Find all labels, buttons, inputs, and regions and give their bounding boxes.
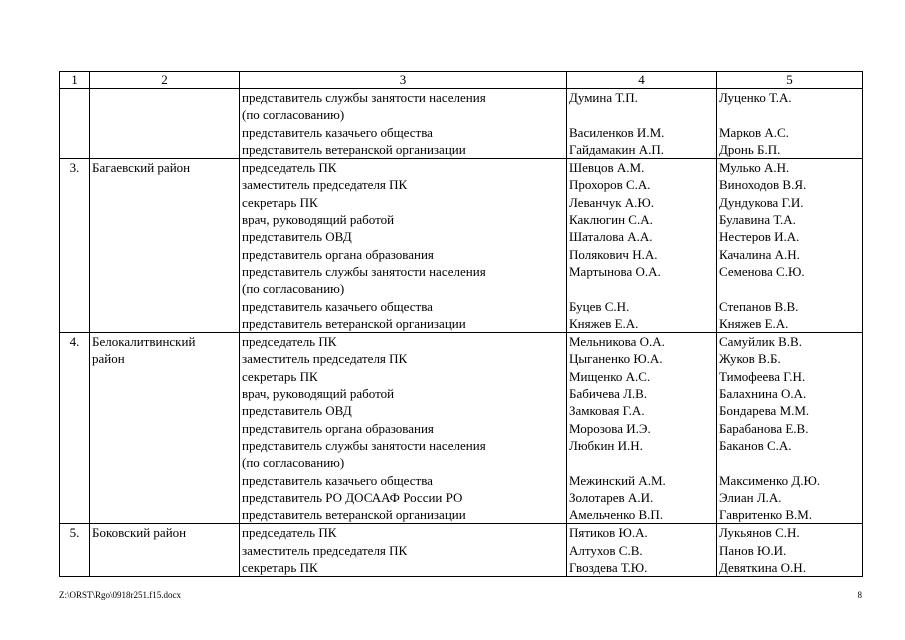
reserve-cell <box>717 333 863 524</box>
role-line: представитель ветеранской организации <box>242 507 466 523</box>
table-row <box>60 159 863 333</box>
table-row <box>60 89 863 159</box>
role-line: врач, руководящий работой <box>242 386 395 402</box>
roles-cell <box>240 333 567 524</box>
header-cell-5: 5 <box>717 72 863 89</box>
role-line: (по согласованию) <box>242 455 345 471</box>
reserve-member-name: Гавритенко В.М. <box>719 507 813 523</box>
member-name: Бабичева Л.В. <box>569 386 648 402</box>
footer-page-number: 8 <box>857 590 862 600</box>
reserve-member-name: Дундукова Г.И. <box>719 194 804 210</box>
reserve-member-name: Качалина А.Н. <box>719 246 800 262</box>
reserve-member-name <box>719 280 860 297</box>
member-name: Шевцов А.М. <box>569 160 645 176</box>
roles-cell <box>240 89 567 159</box>
header-cell-4: 4 <box>567 72 717 89</box>
section-number: 5. <box>60 524 90 577</box>
role-line: представитель службы занятости населения <box>242 437 486 453</box>
reserve-member-name: Бондарева М.М. <box>719 403 810 419</box>
member-name: Межинский А.М. <box>569 472 666 488</box>
role-line: (по согласованию) <box>242 107 345 123</box>
district-name: район <box>92 351 125 367</box>
member-name: Цыганенко Ю.А. <box>569 351 663 367</box>
header-cell-2: 2 <box>90 72 240 89</box>
role-line: представитель казачьего общества <box>242 298 433 314</box>
reserve-member-name: Княжев Е.А. <box>719 315 789 331</box>
role-line: секретарь ПК <box>242 368 318 384</box>
district-cell <box>90 333 240 524</box>
section-number <box>60 89 90 159</box>
district-name: Багаевский район <box>92 160 191 176</box>
member-name: Прохоров С.А. <box>569 177 651 193</box>
main-cell <box>567 333 717 524</box>
role-line: представитель органа образования <box>242 420 434 436</box>
reserve-member-name: Мулько А.Н. <box>719 160 790 176</box>
reserve-member-name: Жуков В.Б. <box>719 351 781 367</box>
member-name: Мартынова О.А. <box>569 263 661 279</box>
footer-file-path: Z:\ORST\Rgo\0918r251.f15.docx <box>59 590 181 600</box>
role-line: представитель ветеранской организации <box>242 315 466 331</box>
reserve-member-name: Элиан Л.А. <box>719 489 782 505</box>
member-name <box>569 106 714 123</box>
role-line: секретарь ПК <box>242 560 318 576</box>
role-line: представитель службы занятости населения <box>242 263 486 279</box>
role-line: заместитель председателя ПК <box>242 177 408 193</box>
reserve-member-name: Девяткина О.Н. <box>719 560 806 576</box>
district-cell <box>90 159 240 333</box>
main-cell <box>567 89 717 159</box>
reserve-member-name: Барабанова Е.В. <box>719 420 809 436</box>
member-name: Шаталова А.А. <box>569 229 653 245</box>
member-name: Гайдамакин А.П. <box>569 141 664 157</box>
member-name: Василенков И.М. <box>569 124 665 140</box>
role-line: представитель казачьего общества <box>242 124 433 140</box>
role-line: представитель казачьего общества <box>242 472 433 488</box>
main-cell <box>567 524 717 577</box>
member-name: Любкин И.Н. <box>569 437 643 453</box>
role-line: представитель ветеранской организации <box>242 141 466 157</box>
table-row <box>60 524 863 577</box>
table-row <box>60 333 863 524</box>
role-line: представитель службы занятости населения <box>242 90 486 105</box>
member-name: Мельникова О.А. <box>569 334 665 350</box>
reserve-cell <box>717 89 863 159</box>
member-name: Замковая Г.А. <box>569 403 645 419</box>
member-name <box>569 280 714 297</box>
member-name: Золотарев А.И. <box>569 489 654 505</box>
role-line: представитель ОВД <box>242 403 352 419</box>
role-line: заместитель председателя ПК <box>242 351 408 367</box>
member-name: Гвоздева Т.Ю. <box>569 560 648 576</box>
member-name: Каклюгин С.А. <box>569 212 653 228</box>
reserve-member-name: Дронь Б.П. <box>719 141 781 157</box>
section-number: 3. <box>60 159 90 333</box>
reserve-member-name: Тимофеева Г.Н. <box>719 368 806 384</box>
reserve-member-name: Виноходов В.Я. <box>719 177 807 193</box>
member-name: Леванчук А.Ю. <box>569 194 655 210</box>
role-line: председатель ПК <box>242 334 337 350</box>
main-cell <box>567 159 717 333</box>
reserve-member-name <box>719 454 860 471</box>
reserve-cell <box>717 159 863 333</box>
member-name: Буцев С.Н. <box>569 298 630 314</box>
district-name: Боковский район <box>92 525 187 541</box>
member-name: Пятиков Ю.А. <box>569 525 648 541</box>
reserve-member-name: Максименко Д.Ю. <box>719 472 821 488</box>
role-line: (по согласованию) <box>242 281 345 297</box>
reserve-member-name: Семенова С.Ю. <box>719 263 805 279</box>
reserve-member-name <box>719 106 860 123</box>
reserve-member-name: Баканов С.А. <box>719 437 792 453</box>
district-cell <box>90 89 240 159</box>
role-line: представитель органа образования <box>242 246 434 262</box>
reserve-member-name: Нестеров И.А. <box>719 229 800 245</box>
role-line: председатель ПК <box>242 160 337 176</box>
district-cell <box>90 524 240 577</box>
role-line: представитель РО ДОСААФ России РО <box>242 489 463 505</box>
roles-cell <box>240 159 567 333</box>
role-line: врач, руководящий работой <box>242 212 395 228</box>
table-header-row <box>60 72 863 89</box>
member-name: Княжев Е.А. <box>569 315 639 331</box>
member-name: Алтухов С.В. <box>569 542 643 558</box>
member-name: Полякович Н.А. <box>569 246 658 262</box>
role-line: заместитель председателя ПК <box>242 542 408 558</box>
reserve-member-name: Степанов В.В. <box>719 298 799 314</box>
role-line: председатель ПК <box>242 525 337 541</box>
header-cell-1: 1 <box>60 72 90 89</box>
member-name <box>569 454 714 471</box>
reserve-cell <box>717 524 863 577</box>
district-name: Белокалитвинский <box>92 334 196 350</box>
reserve-member-name: Марков А.С. <box>719 124 789 140</box>
reserve-member-name: Лукьянов С.Н. <box>719 525 800 541</box>
section-number: 4. <box>60 333 90 524</box>
reserve-member-name: Самуйлик В.В. <box>719 334 802 350</box>
header-cell-3: 3 <box>240 72 567 89</box>
reserve-member-name: Балахнина О.А. <box>719 386 807 402</box>
reserve-member-name: Луценко Т.А. <box>719 90 792 105</box>
role-line: представитель ОВД <box>242 229 352 245</box>
member-name: Амельченко В.П. <box>569 507 664 523</box>
reserve-member-name: Панов Ю.И. <box>719 542 787 558</box>
role-line: секретарь ПК <box>242 194 318 210</box>
reserve-member-name: Булавина Т.А. <box>719 212 796 228</box>
member-name: Думина Т.П. <box>569 90 638 105</box>
commission-table <box>59 71 863 577</box>
member-name: Морозова И.Э. <box>569 420 651 436</box>
roles-cell <box>240 524 567 577</box>
member-name: Мищенко А.С. <box>569 368 651 384</box>
